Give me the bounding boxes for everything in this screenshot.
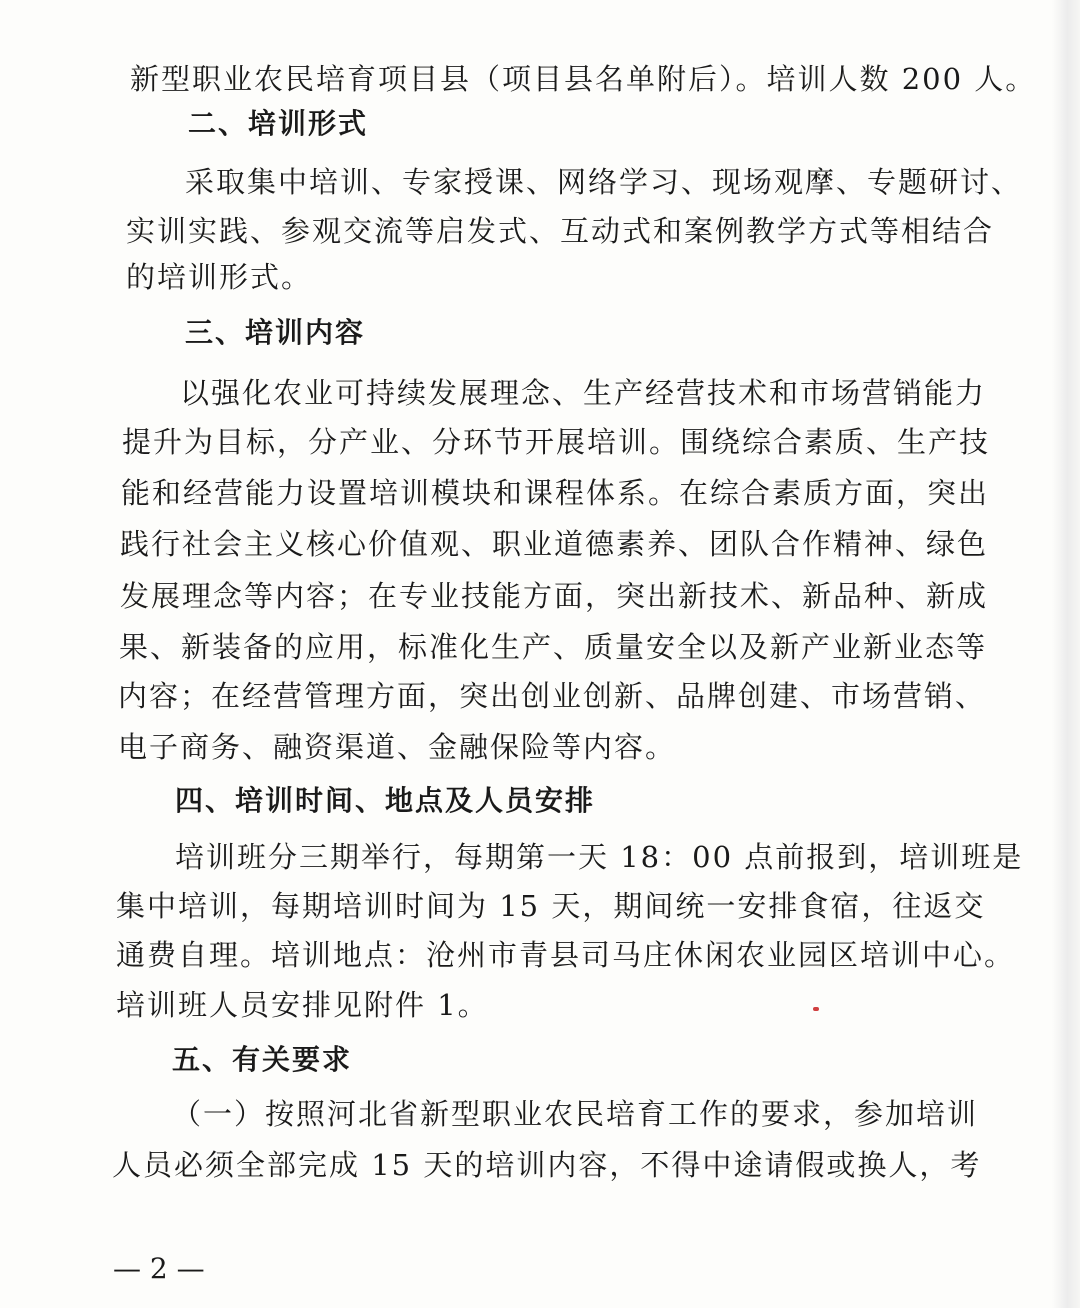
body-line-11: 发展理念等内容；在专业技能方面，突出新技术、新品种、新成 (120, 579, 989, 613)
heading-requirements: 五、有关要求 (172, 1043, 353, 1076)
body-line-5: 的培训形式。 (126, 260, 313, 294)
heading-training-form: 二、培训形式 (188, 107, 369, 140)
body-line-4: 实训实践、参观交流等启发式、互动式和案例教学方式等相结合 (126, 214, 995, 248)
red-ink-speck (813, 1007, 819, 1011)
body-line-22: 人员必须全部完成 15 天的培训内容，不得中途请假或换人，考 (112, 1148, 982, 1182)
body-line-16: 培训班分三期举行，每期第一天 18：00 点前报到，培训班是 (175, 840, 1024, 874)
body-line-3: 采取集中培训、专家授课、网络学习、现场观摩、专题研讨、 (185, 165, 1023, 199)
heading-time-place-arrangement: 四、培训时间、地点及人员安排 (175, 784, 596, 817)
body-line-1: 新型职业农民培育项目县（项目县名单附后）。培训人数 200 人。 (130, 62, 1037, 96)
body-line-10: 践行社会主义核心价值观、职业道德素养、团队合作精神、绿色 (120, 527, 989, 561)
body-line-7: 以强化农业可持续发展理念、生产经营技术和市场营销能力 (180, 376, 987, 410)
body-line-19: 培训班人员安排见附件 1。 (116, 988, 489, 1022)
body-line-12: 果、新装备的应用，标准化生产、质量安全以及新产业新业态等 (119, 630, 988, 664)
body-line-21: （一）按照河北省新型职业农民培育工作的要求，参加培训 (172, 1097, 979, 1131)
heading-training-content: 三、培训内容 (185, 316, 366, 349)
body-line-18: 通费自理。培训地点：沧州市青县司马庄休闲农业园区培训中心。 (116, 938, 1016, 972)
body-line-8: 提升为目标，分产业、分环节开展培训。围绕综合素质、生产技 (122, 425, 991, 459)
page-fold-shadow (1052, 0, 1080, 1308)
body-line-14: 电子商务、融资渠道、金融保险等内容。 (118, 730, 677, 764)
body-line-9: 能和经营能力设置培训模块和课程体系。在综合素质方面，突出 (121, 476, 990, 510)
body-line-13: 内容；在经营管理方面，突出创业创新、品牌创建、市场营销、 (118, 679, 987, 713)
page-number: — 2 — (113, 1252, 205, 1285)
body-line-17: 集中培训，每期培训时间为 15 天，期间统一安排食宿，往返交 (116, 889, 986, 923)
